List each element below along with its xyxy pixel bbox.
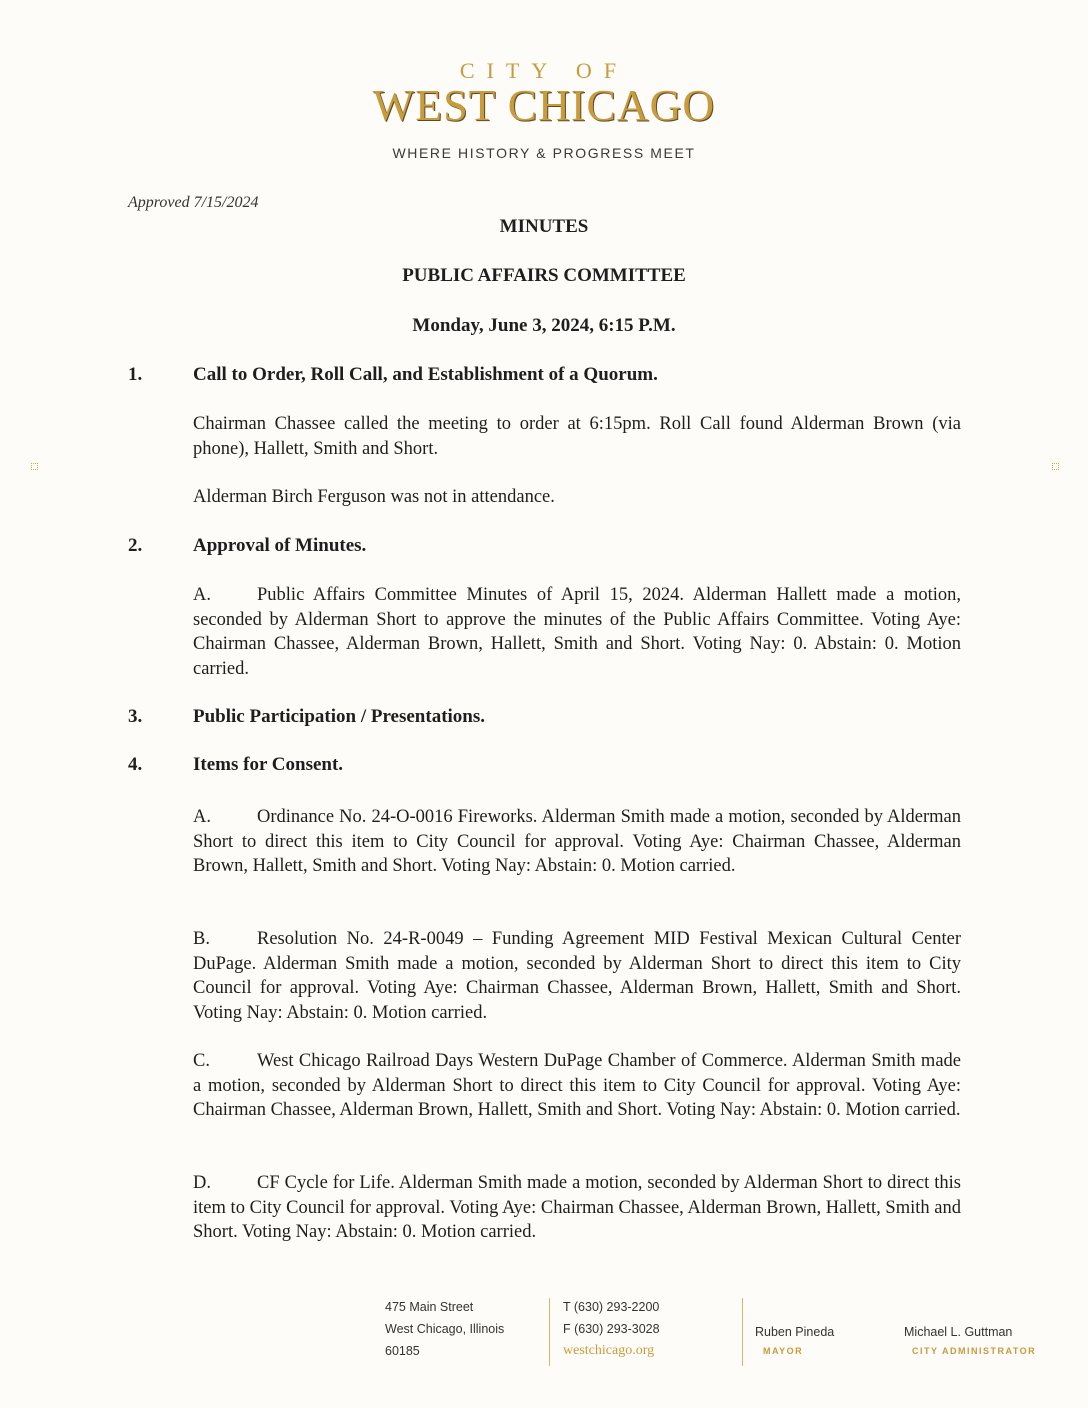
fax-number: F (630) 293-3028 <box>563 1322 660 1336</box>
item-text: West Chicago Railroad Days Western DuPage Chamber of Commerce. Alderman Smith made a motion, seconded by Alderman Short to direct this item to City Council for approval. Voting Aye: Chairman Chassee, Alderman Brown, Hallett, Smith and Short. Voting Nay: Abstain: 0. Motion carried. <box>193 1051 961 1120</box>
phone-number: T (630) 293-2200 <box>563 1300 660 1314</box>
consent-item-c <box>193 1049 961 1123</box>
margin-mark-left <box>31 463 38 470</box>
minutes-item-a <box>193 583 961 681</box>
administrator-name: Michael L. Guttman <box>904 1325 1013 1339</box>
footer-mayor <box>755 1324 834 1362</box>
section-1-paragraph: Chairman Chassee called the meeting to order at 6:15pm. Roll Call found Alderman Brown (via phone), Hallett, Smith and Short. <box>193 414 961 459</box>
mayor-name: Ruben Pineda <box>755 1325 835 1339</box>
consent-item-a <box>193 805 961 879</box>
consent-item-b <box>193 927 961 1025</box>
section-3-title: Public Participation / Presentations. <box>193 706 486 727</box>
item-letter: A. <box>193 807 211 827</box>
footer-administrator <box>904 1324 1036 1362</box>
item-text: CF Cycle for Life. Alderman Smith made a motion, seconded by Alderman Short to direct this item to City Council for approval. Voting Aye: Chairman Chassee, Alderman Brown, Hallett, Smith and Short. Voting Nay: Abstain: 0. Motion carried. <box>193 1173 961 1242</box>
committee-heading: PUBLIC AFFAIRS COMMITTEE <box>402 265 686 286</box>
administrator-title: CITY ADMINISTRATOR <box>912 1346 1037 1356</box>
item-text: Public Affairs Committee Minutes of April 15, 2024. Alderman Hallett made a motion, seconded by Alderman Short to approve the minutes of the Public Affairs Committee. Voting Aye: Chairman Chassee, Alderman Brown, Hallett, Smith and Short. Voting Nay: 0. Abstain: 0. Motion carried. <box>193 585 961 679</box>
address-line-3: 60185 <box>385 1344 420 1358</box>
address-line-1: 475 Main Street <box>385 1300 474 1314</box>
footer-contact <box>563 1296 660 1362</box>
section-2-title: Approval of Minutes. <box>193 535 367 556</box>
item-text: Ordinance No. 24-O-0016 Fireworks. Alderman Smith made a motion, seconded by Alderman Short to direct this item to City Council for approval. Voting Aye: Chairman Chassee, Alderman Brown, Hallett, Smith and Short. Voting Nay: Abstain: 0. Motion carried. <box>193 807 961 876</box>
address-line-2: West Chicago, Illinois <box>385 1322 505 1336</box>
section-4-number: 4. <box>128 754 143 775</box>
website-link[interactable]: westchicago.org <box>563 1343 655 1358</box>
consent-item-d <box>193 1171 961 1245</box>
footer-divider-1 <box>549 1298 550 1366</box>
footer-divider-2 <box>742 1298 743 1366</box>
section-4-title: Items for Consent. <box>193 754 344 775</box>
item-letter: B. <box>193 929 210 949</box>
doc-type-heading: MINUTES <box>499 216 589 237</box>
item-letter: D. <box>193 1173 211 1193</box>
section-1-number: 1. <box>128 364 143 385</box>
section-1-title: Call to Order, Roll Call, and Establishment of a Quorum. <box>193 364 658 385</box>
item-letter: C. <box>193 1051 210 1071</box>
footer-address <box>385 1296 504 1362</box>
logo-west-chicago: WEST CHICAGO <box>372 81 716 130</box>
item-text: Resolution No. 24-R-0049 – Funding Agreement MID Festival Mexican Cultural Center DuPage. Alderman Smith made a motion, seconded by Alderman Short to direct this item to City Council for approval. Voting Aye: Chairman Chassee, Alderman Brown, Hallett, Smith and Short. Voting Nay: Abstain: 0. Motion carried. <box>193 929 961 1023</box>
logo-city-of: CITY OF <box>459 58 629 83</box>
mayor-title: MAYOR <box>763 1346 804 1356</box>
tagline: WHERE HISTORY & PROGRESS MEET <box>392 145 696 161</box>
margin-mark-right <box>1052 463 1059 470</box>
section-3-number: 3. <box>128 706 143 727</box>
section-1-absence-note: Alderman Birch Ferguson was not in attendance. <box>193 487 555 507</box>
approved-note: Approved 7/15/2024 <box>128 194 259 211</box>
section-2-number: 2. <box>128 535 143 556</box>
meeting-date: Monday, June 3, 2024, 6:15 P.M. <box>412 315 676 336</box>
item-letter: A. <box>193 585 211 605</box>
